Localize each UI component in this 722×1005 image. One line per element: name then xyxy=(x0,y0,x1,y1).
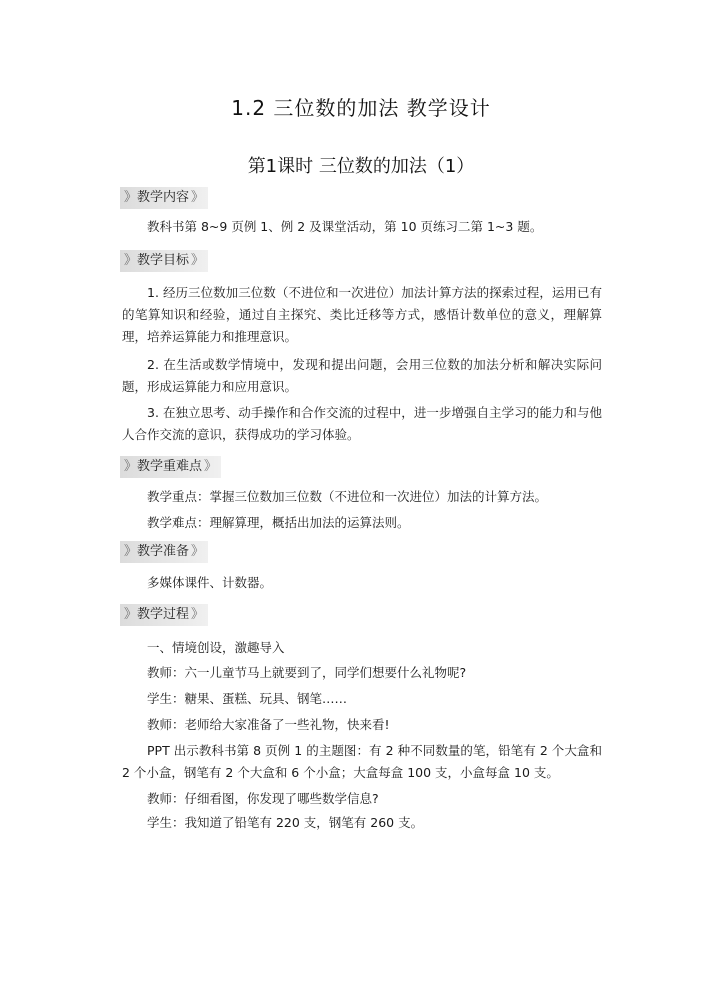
dialogue-line: 教师：老师给大家准备了一些礼物，快来看! xyxy=(147,717,390,732)
section-header-goals: 》 教学目标 》 xyxy=(120,250,208,272)
document-title: 1.2 三位数的加法 教学设计 xyxy=(231,96,491,120)
difficult-point-text: 教学难点：理解算理，概括出加法的运算法则。 xyxy=(147,515,410,530)
double-angle-icon: 》 xyxy=(191,607,203,622)
double-angle-icon: 》 xyxy=(191,544,203,559)
double-angle-icon: 》 xyxy=(204,459,216,474)
dialogue-line: 教师：仔细看图，你发现了哪些数学信息? xyxy=(147,791,379,806)
double-angle-icon: 》 xyxy=(124,607,136,622)
goal-item-2: 2. 在生活或数学情境中，发现和提出问题，会用三位数的加法分析和解决实际问题，形成运算能力和应用意识。 xyxy=(122,357,602,394)
content-text: 教科书第 8~9 页例 1、例 2 及课堂活动，第 10 页练习二第 1~3 题。 xyxy=(147,219,543,234)
double-angle-icon: 》 xyxy=(191,190,203,205)
double-angle-icon: 》 xyxy=(124,253,136,268)
section-header-content: 》 教学内容 》 xyxy=(120,187,208,209)
double-angle-icon: 》 xyxy=(124,544,136,559)
double-angle-icon: 》 xyxy=(124,459,136,474)
double-angle-icon: 》 xyxy=(191,253,203,268)
goal-item-3: 3. 在独立思考、动手操作和合作交流的过程中，进一步增强自主学习的能力和与他人合作交流的意识，获得成功的学习体验。 xyxy=(122,405,602,442)
dialogue-line: 教师：六一儿童节马上就要到了，同学们想要什么礼物呢? xyxy=(147,665,467,680)
process-step-title: 一、情境创设，激趣导入 xyxy=(147,640,285,655)
goal-item-1: 1. 经历三位数加三位数（不进位和一次进位）加法计算方法的探索过程，运用已有的笔算知识和经验，通过自主探究、类比迁移等方式，感悟计数单位的意义，理解算理，培养运算能力和推理意识。 xyxy=(122,285,602,344)
dialogue-line: 学生：我知道了铅笔有 220 支，钢笔有 260 支。 xyxy=(147,815,424,830)
section-header-keypoints: 》 教学重难点 》 xyxy=(120,456,221,478)
section-header-prep: 》 教学准备 》 xyxy=(120,541,208,563)
dialogue-line: PPT 出示教科书第 8 页例 1 的主题图：有 2 种不同数量的笔，铅笔有 2 个大盒和 2 个小盒，钢笔有 2 个大盒和 6 个小盒；大盒每盒 100 支，小盒每盒 10 支。 xyxy=(122,743,602,780)
double-angle-icon: 》 xyxy=(124,190,136,205)
lesson-subtitle: 第1课时 三位数的加法（1） xyxy=(247,156,475,177)
section-header-process: 》 教学过程 》 xyxy=(120,604,208,626)
dialogue-line: 学生：糖果、蛋糕、玩具、钢笔…… xyxy=(147,691,348,706)
key-point-text: 教学重点：掌握三位数加三位数（不进位和一次进位）加法的计算方法。 xyxy=(147,489,548,504)
prep-text: 多媒体课件、计数器。 xyxy=(147,575,273,590)
